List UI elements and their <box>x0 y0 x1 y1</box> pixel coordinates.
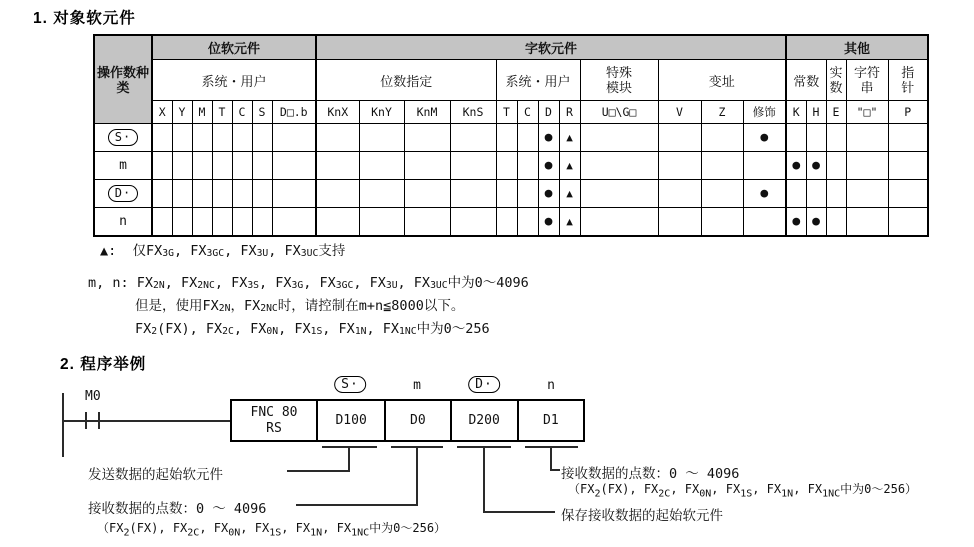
device-support-cell <box>658 180 701 208</box>
device-support-cell <box>152 124 172 152</box>
fnc-number: FNC 80 <box>250 404 298 420</box>
subgroup-header: 系统・用户 <box>496 60 580 101</box>
column-header: D□.b <box>272 101 316 124</box>
subgroup-label: 指针 <box>901 65 915 95</box>
device-support-cell <box>172 124 192 152</box>
column-header: T <box>212 101 232 124</box>
device-support-cell <box>580 208 658 237</box>
device-support-cell <box>743 208 786 237</box>
device-support-cell: ● <box>786 152 806 180</box>
device-support-cell <box>846 208 888 237</box>
device-support-cell: ● <box>806 208 826 237</box>
column-header: D <box>538 101 559 124</box>
device-support-cell <box>152 180 172 208</box>
column-header: M <box>192 101 212 124</box>
column-header: X <box>152 101 172 124</box>
device-support-cell <box>192 180 212 208</box>
mn-note-line1: m, n: $FX_{2N}$, $FX_{2NC}$, $FX_{3S}$, $FX_{3G}$, $FX_{3GC}$, $FX_{3U}$, $FX_{3UC}$中为0～4096 <box>88 275 529 291</box>
device-support-cell <box>888 208 928 237</box>
column-header: C <box>232 101 252 124</box>
column-header: P <box>888 101 928 124</box>
contact-label: M0 <box>85 389 101 404</box>
device-support-cell <box>888 152 928 180</box>
device-support-cell <box>252 208 272 237</box>
device-support-cell <box>826 124 846 152</box>
callout-receive-head: 保存接收数据的起始软元件 <box>561 508 723 524</box>
subgroup-header: 系统・用户 <box>152 60 316 101</box>
column-header: R <box>559 101 580 124</box>
operand-pill: S· <box>108 129 138 146</box>
device-support-cell <box>232 152 252 180</box>
device-support-cell <box>192 124 212 152</box>
connector-n-h <box>550 469 560 471</box>
device-support-cell <box>888 124 928 152</box>
device-support-cell <box>496 180 517 208</box>
device-support-cell: ▲ <box>559 152 580 180</box>
device-support-cell <box>496 152 517 180</box>
device-support-cell <box>192 208 212 237</box>
device-support-cell <box>212 208 232 237</box>
device-support-cell <box>806 124 826 152</box>
device-support-cell <box>517 208 538 237</box>
operand-row <box>94 124 928 152</box>
subgroup-label: 特殊模块 <box>605 65 632 95</box>
device-support-cell <box>806 180 826 208</box>
device-support-cell: ● <box>743 124 786 152</box>
operand-row <box>94 152 928 180</box>
device-support-cell <box>826 208 846 237</box>
device-support-cell <box>846 152 888 180</box>
subgroup-label: 实数 <box>829 65 843 95</box>
device-support-cell <box>888 180 928 208</box>
device-support-cell <box>232 124 252 152</box>
device-support-cell: ● <box>538 180 559 208</box>
device-support-cell: ● <box>538 208 559 237</box>
connector-s-h <box>287 470 350 472</box>
device-support-cell <box>192 152 212 180</box>
device-support-cell <box>701 180 743 208</box>
rung-wire <box>62 420 230 422</box>
device-support-cell <box>212 152 232 180</box>
column-header: Z <box>701 101 743 124</box>
connector-m-v <box>416 446 418 506</box>
callout-m-count: 接收数据的点数：0 ～ 4096 <box>88 501 267 517</box>
mn-note-line2: 但是，使用$FX_{2N}$，$FX_{2NC}$时，请控制在m+n≦8000以下。 <box>135 298 465 314</box>
callout-n-count: 接收数据的点数：0 ～ 4096 <box>561 466 740 482</box>
column-header: T <box>496 101 517 124</box>
param-label-n: n <box>547 378 555 393</box>
corner-operand-type-header <box>94 35 152 124</box>
power-rail <box>62 393 64 457</box>
device-support-cell <box>212 124 232 152</box>
device-support-cell <box>212 180 232 208</box>
operand-pill: D· <box>108 185 138 202</box>
device-support-cell <box>580 152 658 180</box>
device-support-cell <box>701 124 743 152</box>
device-support-cell <box>580 124 658 152</box>
subgroup-header: 变址 <box>658 60 786 101</box>
device-support-cell <box>826 152 846 180</box>
connector-s-v <box>348 446 350 472</box>
device-support-cell <box>272 152 316 180</box>
device-support-cell <box>252 124 272 152</box>
table-head <box>94 35 928 124</box>
device-support-cell <box>359 208 404 237</box>
param-label-dest: D· <box>468 376 500 393</box>
operand-row-label: n <box>94 208 152 237</box>
device-support-cell <box>316 208 359 237</box>
device-support-cell <box>846 180 888 208</box>
subgroup-header <box>580 60 658 101</box>
column-header: V <box>658 101 701 124</box>
column-header: Y <box>172 101 192 124</box>
column-header: KnS <box>450 101 496 124</box>
device-support-cell <box>152 152 172 180</box>
device-support-cell <box>272 124 316 152</box>
column-header: KnY <box>359 101 404 124</box>
device-support-cell <box>252 152 272 180</box>
device-support-cell <box>232 208 252 237</box>
subgroup-header <box>846 60 888 101</box>
column-header: 修饰 <box>743 101 786 124</box>
device-support-cell: ● <box>538 124 559 152</box>
corner-operand-type-label: 操作数种类 <box>96 64 149 95</box>
operand-row-label <box>94 180 152 208</box>
device-support-cell <box>450 124 496 152</box>
column-header: KnM <box>404 101 450 124</box>
device-support-cell: ▲ <box>559 208 580 237</box>
column-header: U□\G□ <box>580 101 658 124</box>
device-support-cell <box>404 152 450 180</box>
device-support-cell <box>450 180 496 208</box>
connector-m-h <box>296 504 418 506</box>
column-header: E <box>826 101 846 124</box>
device-support-cell <box>272 208 316 237</box>
callout-send-head: 发送数据的起始软元件 <box>88 467 223 483</box>
subgroup-header: 位数指定 <box>316 60 496 101</box>
device-support-cell <box>701 208 743 237</box>
instruction-name-cell <box>232 401 316 440</box>
device-support-cell: ● <box>538 152 559 180</box>
device-support-cell <box>658 124 701 152</box>
device-support-cell <box>404 180 450 208</box>
device-support-cell <box>496 208 517 237</box>
subgroup-label: 字符串 <box>853 65 880 95</box>
device-support-cell <box>316 180 359 208</box>
column-header: K <box>786 101 806 124</box>
device-support-cell <box>517 124 538 152</box>
device-support-cell <box>846 124 888 152</box>
table-body <box>94 124 928 237</box>
device-support-cell <box>316 152 359 180</box>
device-support-cell <box>658 208 701 237</box>
group-header: 位软元件 <box>152 35 316 60</box>
operand-row-label: m <box>94 152 152 180</box>
column-header: S <box>252 101 272 124</box>
device-support-cell <box>272 180 316 208</box>
contact-bar-left <box>85 412 87 429</box>
device-support-cell <box>252 180 272 208</box>
column-header: H <box>806 101 826 124</box>
device-support-cell <box>316 124 359 152</box>
operand-row <box>94 180 928 208</box>
mn-note-line3: $FX_2(FX)$, $FX_{2C}$, $FX_{0N}$, $FX_{1S}$, $FX_{1N}$, $FX_{1NC}$中为0～256 <box>135 321 490 337</box>
operand-cell-m: D0 <box>384 401 449 440</box>
instruction-mnemonic: RS <box>266 420 282 436</box>
device-support-cell <box>172 152 192 180</box>
section-2-title: 2. 程序举例 <box>60 356 147 373</box>
device-support-cell <box>450 208 496 237</box>
param-label-m: m <box>413 378 421 393</box>
callout-n-count-detail: （$FX_2(FX)$, $FX_{2C}$, $FX_{0N}$, $FX_{1S}$, $FX_{1N}$, $FX_{1NC}$中为0～256） <box>568 482 918 500</box>
column-header-row <box>94 101 928 124</box>
column-header: C <box>517 101 538 124</box>
device-support-cell: ▲ <box>559 180 580 208</box>
device-support-cell <box>172 180 192 208</box>
column-header: KnX <box>316 101 359 124</box>
operand-cell-d: D200 <box>450 401 517 440</box>
subgroup-header <box>826 60 846 101</box>
subgroup-header-row <box>94 60 928 101</box>
operand-cell-s: D100 <box>316 401 384 440</box>
legend-note: ▲: 仅$FX_{3G}$, $FX_{3GC}$, $FX_{3U}$, $FX_{3UC}$支持 <box>100 243 346 259</box>
device-support-cell: ● <box>743 180 786 208</box>
device-support-cell <box>450 152 496 180</box>
group-header-row <box>94 35 928 60</box>
device-support-cell <box>232 180 252 208</box>
subgroup-header: 常数 <box>786 60 826 101</box>
device-support-cell <box>359 152 404 180</box>
device-support-cell <box>404 124 450 152</box>
connector-n-v <box>550 446 552 471</box>
device-support-cell <box>701 152 743 180</box>
group-header: 字软元件 <box>316 35 786 60</box>
device-support-cell <box>359 180 404 208</box>
device-support-cell <box>404 208 450 237</box>
device-support-cell <box>496 124 517 152</box>
operand-row-label <box>94 124 152 152</box>
device-support-cell <box>658 152 701 180</box>
device-table <box>93 34 929 237</box>
operand-row <box>94 208 928 237</box>
device-support-cell <box>743 152 786 180</box>
subgroup-header <box>888 60 928 101</box>
device-support-cell: ● <box>806 152 826 180</box>
device-support-cell: ● <box>786 208 806 237</box>
device-support-cell <box>786 180 806 208</box>
device-support-cell <box>517 152 538 180</box>
device-support-cell <box>826 180 846 208</box>
section-1-title: 1. 对象软元件 <box>33 10 136 27</box>
device-support-cell <box>786 124 806 152</box>
device-support-cell: ▲ <box>559 124 580 152</box>
operand-cell-n: D1 <box>517 401 583 440</box>
column-header: "□" <box>846 101 888 124</box>
device-support-cell <box>359 124 404 152</box>
connector-d-v <box>483 446 485 513</box>
contact-bar-right <box>98 412 100 429</box>
instruction-box <box>230 399 585 442</box>
callout-m-count-detail: （$FX_2(FX)$, $FX_{2C}$, $FX_{0N}$, $FX_{1S}$, $FX_{1N}$, $FX_{1NC}$中为0～256） <box>97 521 447 539</box>
device-support-cell <box>172 208 192 237</box>
device-support-cell <box>517 180 538 208</box>
device-support-cell <box>152 208 172 237</box>
group-header: 其他 <box>786 35 928 60</box>
device-support-cell <box>580 180 658 208</box>
param-label-source: S· <box>334 376 366 393</box>
connector-d-h <box>483 511 555 513</box>
